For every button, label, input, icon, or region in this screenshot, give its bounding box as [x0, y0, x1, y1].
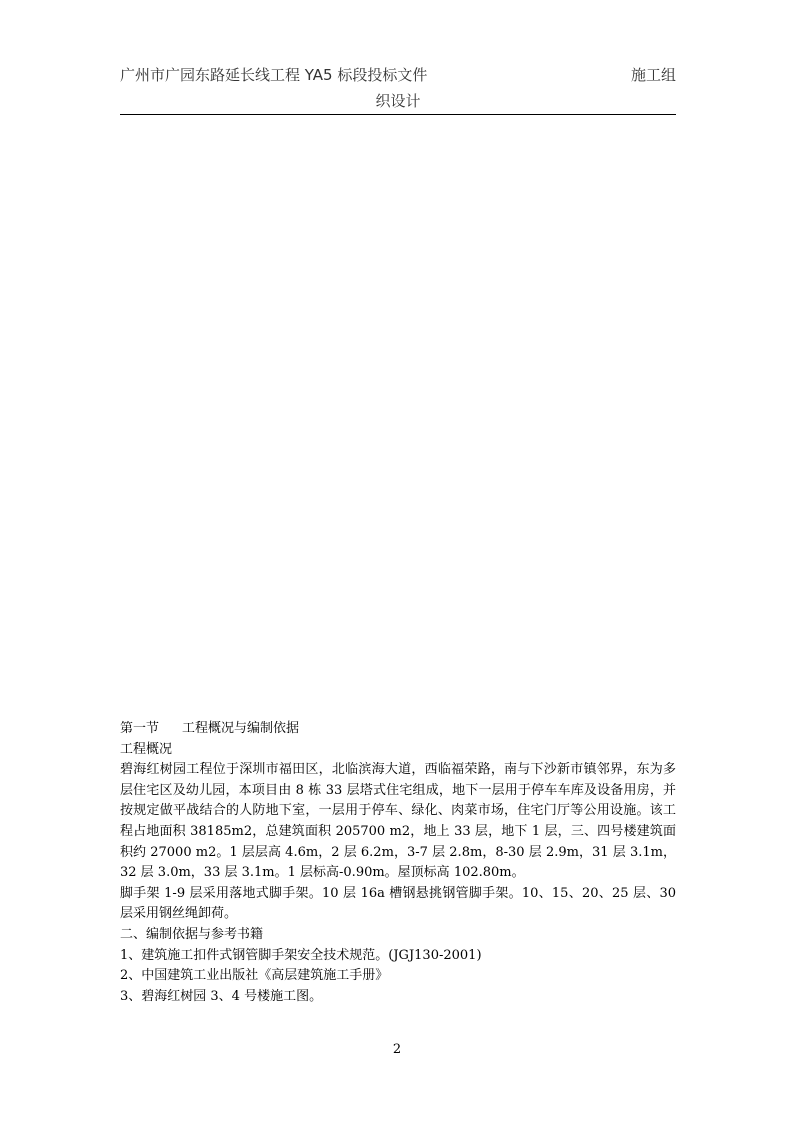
paragraph-scaffolding: 脚手架 1-9 层采用落地式脚手架。10 层 16a 槽钢悬挑钢管脚手架。10、15、20、25 层、30 层采用钢丝绳卸荷。	[120, 885, 676, 922]
reference-item: 1、建筑施工扣件式钢管脚手架安全技术规范。(JGJ130-2001)	[120, 947, 482, 963]
subheading-references: 二、编制依据与参考书籍	[120, 926, 264, 942]
section-title: 工程概况与编制依据	[182, 721, 300, 736]
reference-item: 3、碧海红树园 3、4 号楼施工图。	[120, 988, 323, 1004]
header-line-1	[120, 64, 676, 86]
paragraph-project-overview: 碧海红树园工程位于深圳市福田区，北临滨海大道，西临福荣路，南与下沙新市镇邻界，东为多层住宅区及幼儿园，本项目由 8 栋 33 层塔式住宅组成，地下一层用于停车车库及设备用房，并按规定做平战结合的人防地下室，一层用于停车、绿化、肉菜市场，住宅门厅等公用设施。该工程占地面积 38185m2，总建筑面积 205700 m2，地上 33 层，地下 1 层，三、四号楼建筑面积约 27000 m2。1 层层高 4.6m，2 层 6.2m，3-7 层 2.8m，8-30 层 2.9m，31 层 3.1m，32 层 3.0m，33 层 3.1m。1 层标高-0.90m。屋顶标高 102.80m。	[120, 762, 676, 881]
section-number: 第一节	[120, 721, 160, 736]
subheading-project-overview: 工程概况	[120, 741, 173, 757]
header-section-label-continued: 织设计	[375, 92, 421, 110]
page-number: 2	[392, 1042, 402, 1057]
page-body	[120, 719, 676, 1007]
header-section-label: 施工组	[630, 66, 676, 84]
section-heading	[120, 719, 676, 740]
reference-item: 2、中国建筑工业出版社《高层建筑施工手册》	[120, 968, 389, 984]
header-document-title: 广州市广园东路延长线工程 YA5 标段投标文件	[120, 66, 428, 84]
page-header	[120, 60, 676, 115]
